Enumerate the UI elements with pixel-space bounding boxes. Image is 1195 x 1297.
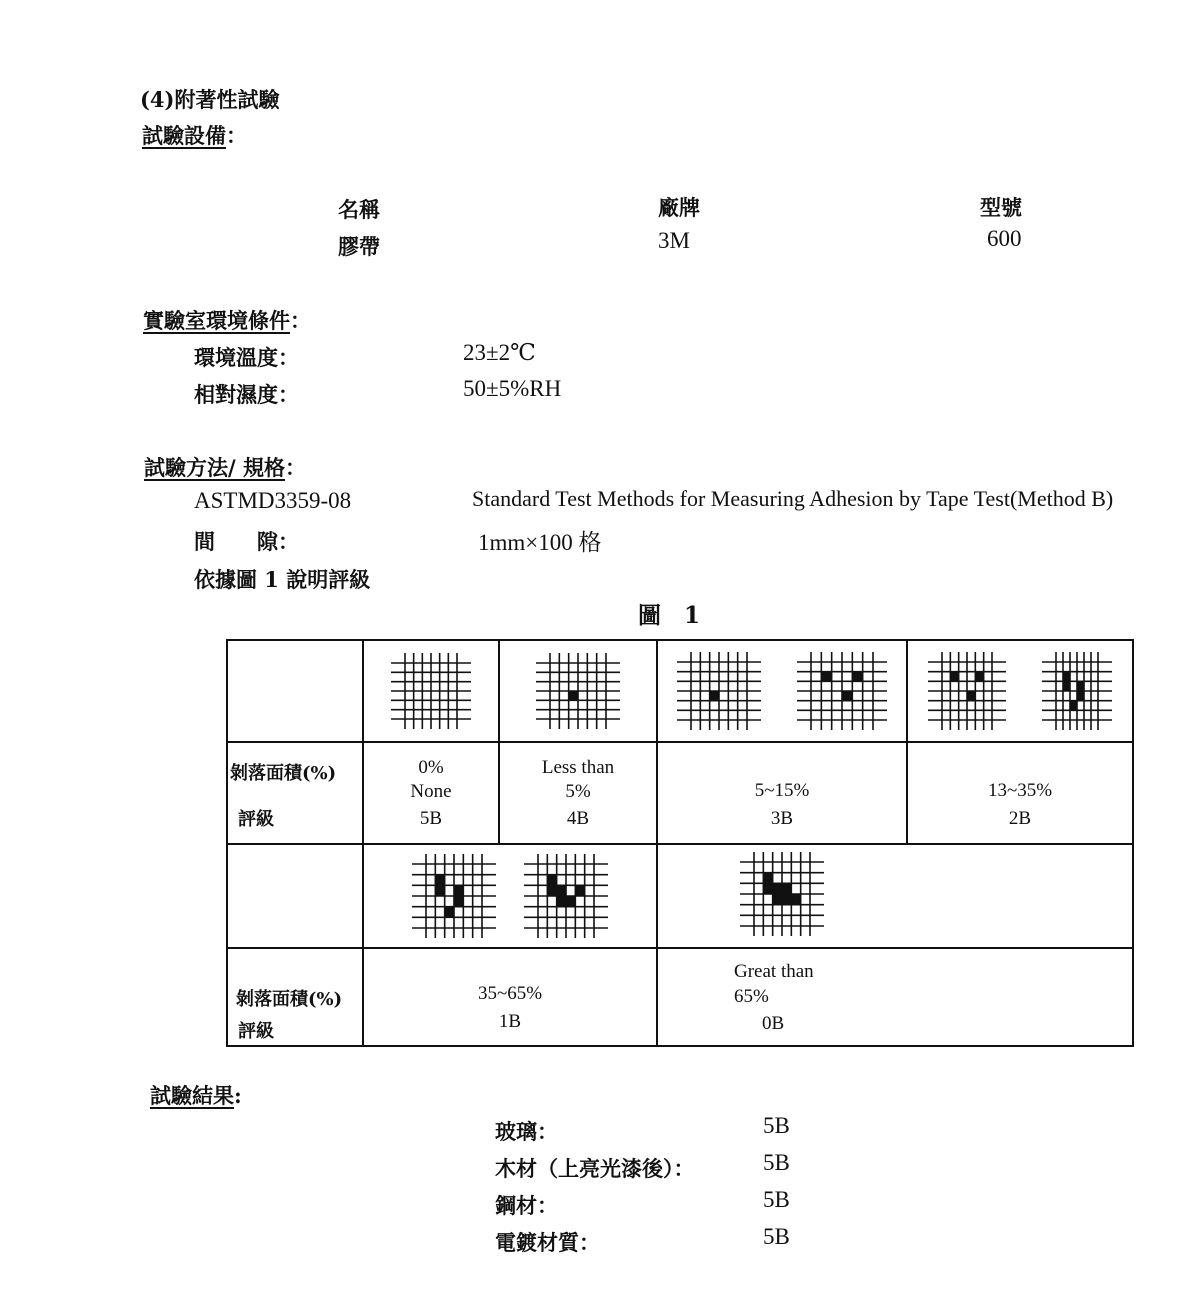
icon-cell-0b	[657, 844, 1133, 948]
environment-heading-text: 實驗室環境條件	[143, 308, 290, 333]
method-heading-colon: ：	[284, 455, 306, 480]
icon-cell-4b	[499, 640, 657, 742]
empty-cell	[227, 640, 363, 742]
temperature-value: 23±2℃	[463, 340, 536, 365]
icon-cell-5b	[363, 640, 499, 742]
rating-5b-cell	[363, 742, 499, 844]
empty-cell-2	[227, 844, 363, 948]
grade-0b: 0B	[762, 1013, 785, 1034]
result-label-steel: 鋼材：	[495, 1193, 558, 1218]
rating-figure-table	[226, 639, 1134, 1047]
gap-label: 間 隙：	[194, 529, 299, 554]
equipment-col-model: 型號	[980, 195, 1022, 220]
grade-5b: 5B	[419, 808, 443, 829]
area-0b: Great than 65%	[734, 961, 814, 1007]
row1-label-cell	[227, 742, 363, 844]
area-1b: 35~65%	[477, 983, 543, 1004]
area-5b: 0% None	[410, 757, 452, 802]
equipment-heading-text: 試驗設備	[142, 123, 226, 148]
rating-1b-cell	[363, 948, 657, 1046]
crosscut-grid-1b-a-icon	[412, 854, 496, 938]
area-2b: 13~35%	[987, 780, 1053, 801]
grade-1b: 1B	[498, 1011, 522, 1032]
grade-3b: 3B	[770, 808, 794, 829]
rating-3b-cell	[657, 742, 907, 844]
temperature-label: 環境溫度：	[194, 345, 299, 370]
equipment-col-name: 名稱	[338, 197, 380, 222]
grade-label-2: 評級	[238, 1021, 274, 1042]
equipment-brand-value: 3M	[658, 228, 690, 253]
gap-value: 1mm×100 格	[478, 530, 602, 555]
area-4b: Less than 5%	[541, 757, 615, 802]
rating-4b-cell	[499, 742, 657, 844]
crosscut-grid-0b-icon	[740, 852, 824, 936]
area-label-2: 剝落面積(%)	[236, 989, 343, 1010]
icon-cell-2b	[907, 640, 1133, 742]
result-value-wood: 5B	[763, 1150, 790, 1175]
results-heading	[150, 1080, 242, 1110]
method-heading	[144, 452, 306, 482]
equipment-heading-colon: ：	[226, 123, 247, 148]
standard-title: Standard Test Methods for Measuring Adhesion by Tape Test(Method B)	[472, 486, 1114, 511]
humidity-value: 50±5%RH	[463, 376, 562, 401]
section-title: (4)附著性試驗	[140, 87, 280, 112]
environment-heading	[143, 305, 311, 335]
results-heading-colon: :	[234, 1083, 242, 1108]
result-label-plating: 電鍍材質：	[495, 1230, 600, 1255]
rating-2b-cell	[907, 742, 1133, 844]
row2-label-cell	[227, 948, 363, 1046]
crosscut-grid-4b-icon	[536, 653, 620, 729]
crosscut-grid-1b-b-icon	[524, 854, 608, 938]
results-heading-text: 試驗結果	[150, 1083, 234, 1108]
grade-2b: 2B	[1008, 808, 1032, 829]
icon-cell-1b	[363, 844, 657, 948]
standard-code: ASTMD3359-08	[194, 488, 352, 513]
result-label-wood: 木材（上亮光漆後）：	[495, 1156, 695, 1181]
method-note: 依據圖 1 說明評級	[194, 567, 371, 592]
equipment-name-value: 膠帶	[338, 234, 380, 259]
equipment-col-brand: 廠牌	[658, 195, 700, 220]
crosscut-grid-3b-a-icon	[677, 652, 761, 730]
area-label-1: 剝落面積(%)	[230, 763, 337, 784]
environment-heading-colon: ：	[290, 308, 311, 333]
result-label-glass: 玻璃：	[495, 1119, 558, 1144]
result-value-steel: 5B	[763, 1187, 790, 1212]
crosscut-grid-3b-b-icon	[797, 652, 887, 730]
crosscut-grid-5b-icon	[391, 653, 471, 729]
equipment-heading	[142, 120, 247, 150]
grade-label-1: 評級	[238, 809, 274, 830]
crosscut-grid-2b-b-icon	[1042, 652, 1112, 730]
grade-4b: 4B	[566, 808, 590, 829]
figure-caption: 圖 1	[638, 602, 701, 629]
humidity-label: 相對濕度：	[194, 382, 299, 407]
rating-0b-cell	[657, 948, 1133, 1046]
result-value-plating: 5B	[763, 1224, 790, 1249]
method-heading-text: 試驗方法/ 規格	[144, 455, 285, 480]
area-3b: 5~15%	[754, 780, 810, 801]
crosscut-grid-2b-a-icon	[928, 652, 1006, 730]
equipment-model-value: 600	[987, 226, 1022, 251]
result-value-glass: 5B	[763, 1113, 790, 1138]
icon-cell-3b	[657, 640, 907, 742]
